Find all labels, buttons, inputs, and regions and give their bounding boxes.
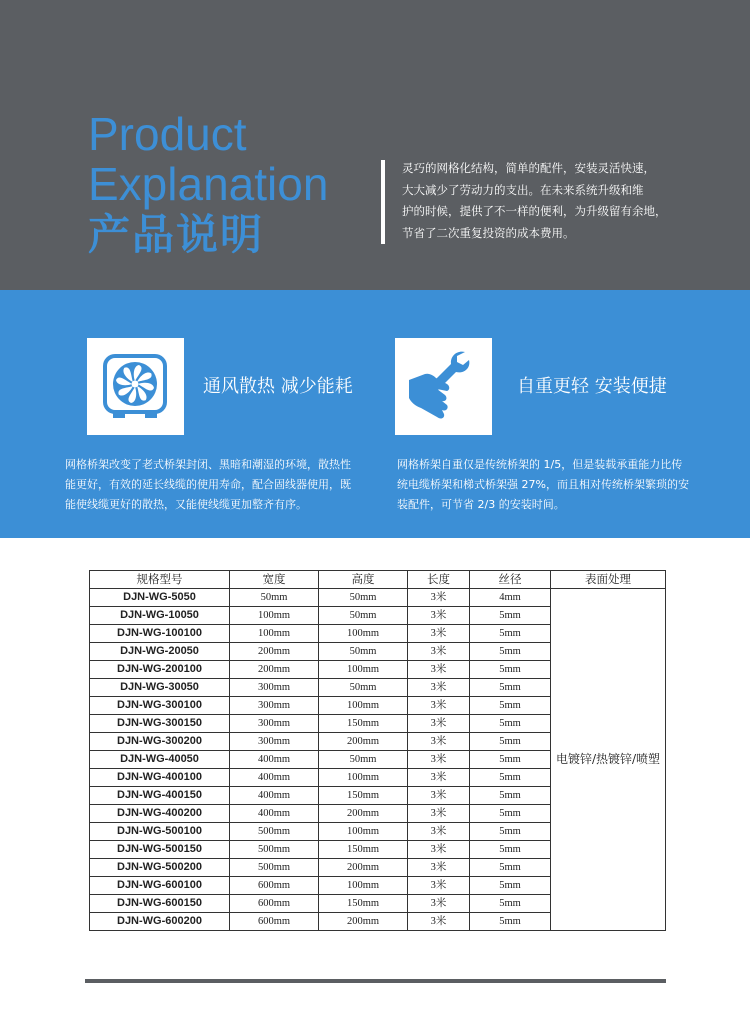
cell-length: 3米 <box>408 787 470 805</box>
cell-model: DJN-WG-5050 <box>90 589 230 607</box>
cell-width: 600mm <box>230 895 319 913</box>
cell-height: 100mm <box>319 697 408 715</box>
vertical-divider <box>381 160 385 244</box>
wrench-hand-icon <box>395 338 492 435</box>
cell-model: DJN-WG-40050 <box>90 751 230 769</box>
cell-model: DJN-WG-300200 <box>90 733 230 751</box>
footer-rule <box>85 979 666 983</box>
cell-width: 500mm <box>230 841 319 859</box>
cell-height: 100mm <box>319 769 408 787</box>
cell-width: 300mm <box>230 697 319 715</box>
cell-wire-diameter: 5mm <box>470 661 551 679</box>
intro-line: 护的时候，提供了不一样的便利，为升级留有余地， <box>402 204 667 218</box>
cell-width: 300mm <box>230 679 319 697</box>
cell-height: 200mm <box>319 859 408 877</box>
cell-width: 500mm <box>230 859 319 877</box>
cell-wire-diameter: 5mm <box>470 841 551 859</box>
feature-icon-box-ventilation <box>87 338 184 435</box>
cell-model: DJN-WG-500200 <box>90 859 230 877</box>
cell-width: 200mm <box>230 643 319 661</box>
cell-model: DJN-WG-600100 <box>90 877 230 895</box>
feature-desc-line: 网格桥架改变了老式桥架封闭、黑暗和潮湿的环境，散热性 <box>65 458 351 471</box>
header-surface-treatment: 表面处理 <box>551 571 666 589</box>
cell-length: 3米 <box>408 625 470 643</box>
cell-length: 3米 <box>408 661 470 679</box>
cell-wire-diameter: 5mm <box>470 751 551 769</box>
cell-width: 100mm <box>230 625 319 643</box>
cell-length: 3米 <box>408 913 470 931</box>
header-wire-diameter: 丝径 <box>470 571 551 589</box>
cell-height: 150mm <box>319 895 408 913</box>
cell-wire-diameter: 5mm <box>470 733 551 751</box>
cell-width: 100mm <box>230 607 319 625</box>
cell-model: DJN-WG-100100 <box>90 625 230 643</box>
cell-model: DJN-WG-300100 <box>90 697 230 715</box>
cell-wire-diameter: 5mm <box>470 859 551 877</box>
cell-model: DJN-WG-500100 <box>90 823 230 841</box>
cell-model: DJN-WG-600150 <box>90 895 230 913</box>
feature-desc-line: 统电缆桥架和梯式桥架强 27%，而且相对传统桥架繁琐的安 <box>397 478 689 491</box>
cell-model: DJN-WG-20050 <box>90 643 230 661</box>
cell-height: 200mm <box>319 805 408 823</box>
cell-height: 50mm <box>319 751 408 769</box>
cell-wire-diameter: 5mm <box>470 805 551 823</box>
cell-height: 200mm <box>319 913 408 931</box>
cell-wire-diameter: 5mm <box>470 625 551 643</box>
cell-height: 150mm <box>319 787 408 805</box>
cell-width: 400mm <box>230 769 319 787</box>
cell-model: DJN-WG-400100 <box>90 769 230 787</box>
feature-desc-line: 装配件，可节省 2/3 的安装时间。 <box>397 498 565 511</box>
cell-wire-diameter: 5mm <box>470 697 551 715</box>
cell-wire-diameter: 5mm <box>470 679 551 697</box>
cell-length: 3米 <box>408 733 470 751</box>
cell-height: 200mm <box>319 733 408 751</box>
cell-height: 150mm <box>319 715 408 733</box>
cell-length: 3米 <box>408 697 470 715</box>
cell-width: 400mm <box>230 787 319 805</box>
feature-desc-line: 能更好，有效的延长线缆的使用寿命，配合固线器使用，既 <box>65 478 351 491</box>
table-row <box>90 589 666 607</box>
header-length: 长度 <box>408 571 470 589</box>
header-model: 规格型号 <box>90 571 230 589</box>
table-body <box>90 589 666 931</box>
cell-model: DJN-WG-300150 <box>90 715 230 733</box>
cell-width: 400mm <box>230 751 319 769</box>
cell-width: 300mm <box>230 733 319 751</box>
cell-width: 200mm <box>230 661 319 679</box>
cell-height: 50mm <box>319 679 408 697</box>
title-english-line2: Explanation <box>88 158 329 210</box>
table-header-row <box>90 571 666 589</box>
feature-title-ventilation: 通风散热 减少能耗 <box>203 376 353 397</box>
header-height: 高度 <box>319 571 408 589</box>
cell-wire-diameter: 4mm <box>470 589 551 607</box>
cell-width: 600mm <box>230 913 319 931</box>
cell-model: DJN-WG-400150 <box>90 787 230 805</box>
cell-surface-treatment: 电镀锌/热镀锌/喷塑 <box>551 589 666 931</box>
cell-height: 100mm <box>319 877 408 895</box>
title-chinese: 产品说明 <box>88 210 265 259</box>
cell-wire-diameter: 5mm <box>470 877 551 895</box>
cell-width: 500mm <box>230 823 319 841</box>
cell-width: 50mm <box>230 589 319 607</box>
feature-desc-line: 网格桥架自重仅是传统桥架的 1/5，但是装载承重能力比传 <box>397 458 683 471</box>
cell-length: 3米 <box>408 769 470 787</box>
feature-desc-ventilation <box>65 455 365 515</box>
feature-desc-line: 能使线缆更好的散热，又能使线缆更加整齐有序。 <box>65 498 307 511</box>
cell-width: 400mm <box>230 805 319 823</box>
cell-length: 3米 <box>408 751 470 769</box>
cell-wire-diameter: 5mm <box>470 607 551 625</box>
cell-width: 600mm <box>230 877 319 895</box>
cell-height: 50mm <box>319 589 408 607</box>
intro-line: 灵巧的网格化结构，简单的配件，安装灵活快速， <box>402 161 655 175</box>
cell-wire-diameter: 5mm <box>470 913 551 931</box>
cell-width: 300mm <box>230 715 319 733</box>
cell-height: 100mm <box>319 625 408 643</box>
cell-wire-diameter: 5mm <box>470 823 551 841</box>
cell-length: 3米 <box>408 895 470 913</box>
cell-model: DJN-WG-400200 <box>90 805 230 823</box>
title-english-line1: Product <box>88 108 247 160</box>
cell-length: 3米 <box>408 823 470 841</box>
intro-paragraph <box>402 158 702 244</box>
cell-wire-diameter: 5mm <box>470 787 551 805</box>
cell-length: 3米 <box>408 589 470 607</box>
cell-height: 50mm <box>319 643 408 661</box>
cell-model: DJN-WG-200100 <box>90 661 230 679</box>
feature-icon-box-lightweight <box>395 338 492 435</box>
cell-model: DJN-WG-10050 <box>90 607 230 625</box>
cell-model: DJN-WG-600200 <box>90 913 230 931</box>
cell-length: 3米 <box>408 805 470 823</box>
header-width: 宽度 <box>230 571 319 589</box>
feature-desc-lightweight <box>397 455 697 515</box>
spec-table <box>89 570 666 931</box>
cell-length: 3米 <box>408 607 470 625</box>
cell-height: 150mm <box>319 841 408 859</box>
header-section <box>0 0 750 290</box>
cell-height: 100mm <box>319 823 408 841</box>
fan-icon <box>87 338 184 435</box>
intro-line: 节省了二次重复投资的成本费用。 <box>402 225 575 240</box>
cell-length: 3米 <box>408 715 470 733</box>
cell-length: 3米 <box>408 841 470 859</box>
cell-wire-diameter: 5mm <box>470 769 551 787</box>
cell-model: DJN-WG-500150 <box>90 841 230 859</box>
cell-wire-diameter: 5mm <box>470 895 551 913</box>
cell-length: 3米 <box>408 877 470 895</box>
cell-height: 100mm <box>319 661 408 679</box>
cell-length: 3米 <box>408 679 470 697</box>
feature-title-lightweight: 自重更轻 安装便捷 <box>517 376 667 397</box>
intro-line: 大大减少了劳动力的支出。在未来系统升级和维 <box>402 182 644 197</box>
cell-height: 50mm <box>319 607 408 625</box>
cell-wire-diameter: 5mm <box>470 643 551 661</box>
cell-length: 3米 <box>408 643 470 661</box>
cell-wire-diameter: 5mm <box>470 715 551 733</box>
cell-length: 3米 <box>408 859 470 877</box>
cell-model: DJN-WG-30050 <box>90 679 230 697</box>
